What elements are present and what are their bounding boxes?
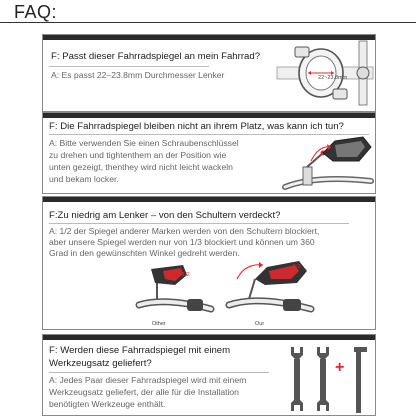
faq-card-tools <box>42 334 376 416</box>
faq-answer-line: Grad in den gewünschten Winkel gedreht werden. <box>49 248 240 258</box>
faq-answer: A: Es passt 22–23.8mm Durchmesser Lenker <box>51 70 225 80</box>
faq-question-line: F: Werden diese Fahrradspiegel mit einem <box>49 345 231 356</box>
mirror-other-diagram <box>135 265 215 319</box>
measure-label: 22~23.8mm <box>318 75 348 81</box>
faq-question: F:Zu niedrig am Lenker – von den Schultern verdeckt? <box>49 210 281 221</box>
card-top-strip <box>43 335 375 340</box>
question-divider <box>49 372 269 373</box>
allen-key-icon <box>351 343 371 415</box>
ratio-our: 1/3 <box>293 264 301 270</box>
question-divider <box>49 66 209 67</box>
faq-answer-line: A: 1/2 der Spiegel anderer Marken werden von den Schultern blockiert, <box>49 226 320 236</box>
faq-question: F: Die Fahrradspiegel bleiben nicht an ihrem Platz, was kann ich tun? <box>49 121 344 132</box>
card-top-strip <box>43 197 375 202</box>
faq-question: F: Passt dieser Fahrradspiegel an mein Fahrrad? <box>51 51 261 62</box>
faq-question-line: Werkzeugsatz geliefert? <box>49 358 152 369</box>
faq-card-stay <box>42 112 376 194</box>
card-top-strip <box>43 113 375 118</box>
label-other: Other <box>152 321 166 327</box>
wrench-icon <box>287 345 307 413</box>
title-divider <box>0 22 416 23</box>
faq-answer-line: benötigten Werkzeuge enthält. <box>49 399 166 409</box>
clamp-diagram <box>275 37 375 109</box>
plus-sign: + <box>335 359 345 376</box>
faq-answer-line: A: Bitte verwenden Sie einen Schraubenschlüssel <box>49 138 239 148</box>
mirror-tighten-diagram <box>275 131 375 193</box>
page-title: FAQ: <box>14 2 58 22</box>
faq-answer-line: und bekam locker. <box>49 174 119 184</box>
faq-answer-line: unten gezeigt, thenthey wird nicht leicht wackeln <box>49 162 233 172</box>
label-our: Our <box>255 321 265 327</box>
ratio-other: 1/2 <box>182 272 190 278</box>
faq-answer-line: Werkzeugsatz geliefert, der alle für die Installation <box>49 387 239 397</box>
faq-card-fit <box>42 34 376 112</box>
faq-answer-line: zu drehen und tightenthem an der Position wie <box>49 150 227 160</box>
faq-answer-line: aber unsere Spiegel werden nur von 1/3 blockiert und können um 360 <box>49 237 315 247</box>
mirror-our-diagram <box>225 259 315 319</box>
wrench-icon <box>313 345 333 413</box>
faq-answer-line: A: Jedes Paar dieser Fahrradspiegel wird mit einem <box>49 375 247 385</box>
faq-card-shoulders <box>42 196 376 330</box>
question-divider <box>49 223 349 224</box>
